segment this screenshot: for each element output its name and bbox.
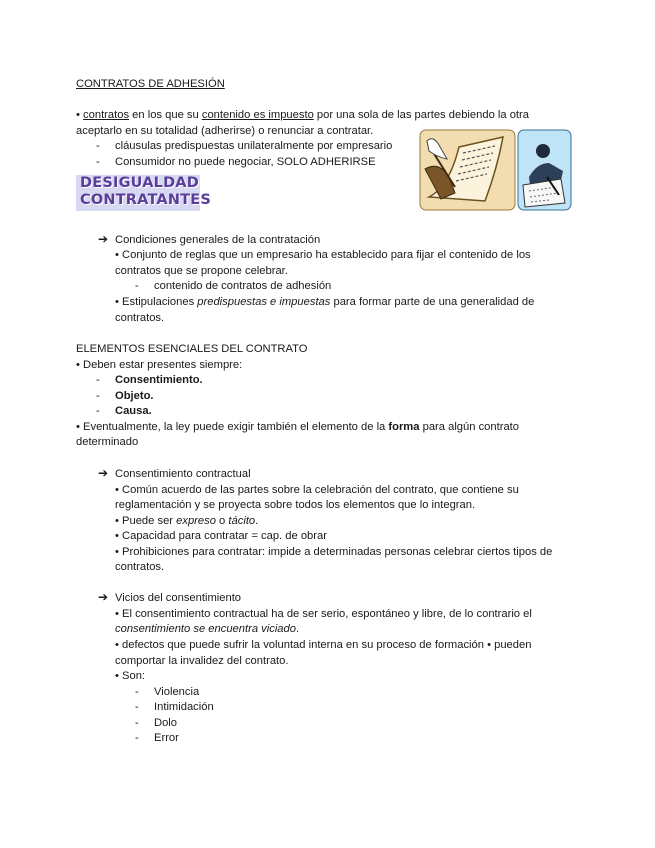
term-contenido-impuesto: contenido es impuesto xyxy=(201,109,314,121)
general-text: • Conjunto de reglas que un empresario ha establecido para fijar el contenido de los xyxy=(115,249,531,261)
text: para formar parte de una generalidad de xyxy=(330,296,535,308)
elements-eventual xyxy=(76,420,519,434)
consent-text: contratos. xyxy=(115,561,165,573)
text: • Puede ser xyxy=(115,515,177,527)
emphasis: predispuestas e impuestas xyxy=(197,296,331,308)
vicios-text: comportar la invalidez del contrato. xyxy=(115,655,289,667)
desigualdad-badge xyxy=(76,175,212,211)
text: • Estipulaciones xyxy=(115,296,198,308)
element-item: Consentimiento. xyxy=(115,374,203,386)
dash: - xyxy=(96,405,100,417)
contract-signing-clipart xyxy=(419,129,572,211)
emphasis: tácito xyxy=(228,515,256,527)
intro-line-2: aceptarlo en su totalidad (adherirse) o renunciar a contratar. xyxy=(76,125,374,137)
vicios-text: • El consentimiento contractual ha de ser serio, espontáneo y libre, de lo contrario el xyxy=(115,608,532,620)
arrow-icon: ➔ xyxy=(98,232,109,246)
emphasis: expreso xyxy=(176,515,216,527)
dash: - xyxy=(135,686,139,698)
dash: - xyxy=(135,280,139,292)
text: . xyxy=(295,623,300,635)
vicio-item: Error xyxy=(154,732,179,744)
arrow-icon: ➔ xyxy=(98,466,109,480)
section-heading: Condiciones generales de la contratación xyxy=(115,234,321,246)
vicios-text: • defectos que puede sufrir la voluntad interna en su proceso de formación • pueden xyxy=(115,639,532,651)
badge-line-1: DESIGUALDAD xyxy=(80,175,199,191)
consent-text: reglamentación y se proyecta sobre todos los elementos que lo integran. xyxy=(115,499,476,511)
section-heading: Consentimiento contractual xyxy=(115,468,251,480)
text: . xyxy=(255,515,259,527)
general-subitem: contenido de contratos de adhesión xyxy=(154,280,332,292)
element-item: Causa. xyxy=(115,405,152,417)
elements-intro: • Deben estar presentes siempre: xyxy=(76,359,243,371)
term-contratos: contratos xyxy=(83,109,130,121)
consent-text: • Capacidad para contratar = cap. de obrar xyxy=(115,530,327,542)
general-text: contratos. xyxy=(115,312,165,324)
dash: - xyxy=(96,156,100,168)
page-title: CONTRATOS DE ADHESIÓN xyxy=(76,78,225,90)
consent-text: • Prohibiciones para contratar: impide a determinadas personas celebrar ciertos tipos de xyxy=(115,546,553,558)
general-text: contratos que se propone celebrar. xyxy=(115,265,288,277)
intro-line-1 xyxy=(76,108,529,122)
badge-line-2: CONTRATANTES xyxy=(80,192,212,208)
dash: - xyxy=(135,701,139,713)
intro-item: cláusulas predispuestas unilateralmente por empresario xyxy=(115,140,393,152)
vicios-text: • Son: xyxy=(115,670,146,682)
section-heading: ELEMENTOS ESENCIALES DEL CONTRATO xyxy=(76,343,308,355)
emphasis: consentimiento se encuentra viciado xyxy=(115,623,296,635)
vicio-item: Intimidación xyxy=(154,701,214,713)
elements-eventual-2: determinado xyxy=(76,436,139,448)
consent-text xyxy=(115,514,258,528)
general-text xyxy=(115,295,534,309)
text: • Eventualmente, la ley puede exigir también el elemento de la xyxy=(76,421,389,433)
intro-text-end: por una sola de las partes debiendo la otra xyxy=(313,109,529,121)
dash: - xyxy=(96,390,100,402)
bullet: • xyxy=(76,109,80,121)
dash: - xyxy=(135,717,139,729)
consent-text: • Común acuerdo de las partes sobre la celebración del contrato, que contiene su xyxy=(115,484,519,496)
vicios-text xyxy=(115,622,299,636)
dash: - xyxy=(135,732,139,744)
term-forma: forma xyxy=(388,421,420,433)
text: o xyxy=(215,515,229,527)
element-item: Objeto. xyxy=(115,390,154,402)
text: para algún contrato xyxy=(419,421,519,433)
intro-text: en los que su xyxy=(129,109,202,121)
vicio-item: Violencia xyxy=(154,686,200,698)
intro-item: Consumidor no puede negociar, SOLO ADHERIRSE xyxy=(115,156,376,168)
section-heading: Vicios del consentimiento xyxy=(115,592,242,604)
arrow-icon: ➔ xyxy=(98,590,109,604)
vicio-item: Dolo xyxy=(154,717,178,729)
dash: - xyxy=(96,374,100,386)
dash: - xyxy=(96,140,100,152)
